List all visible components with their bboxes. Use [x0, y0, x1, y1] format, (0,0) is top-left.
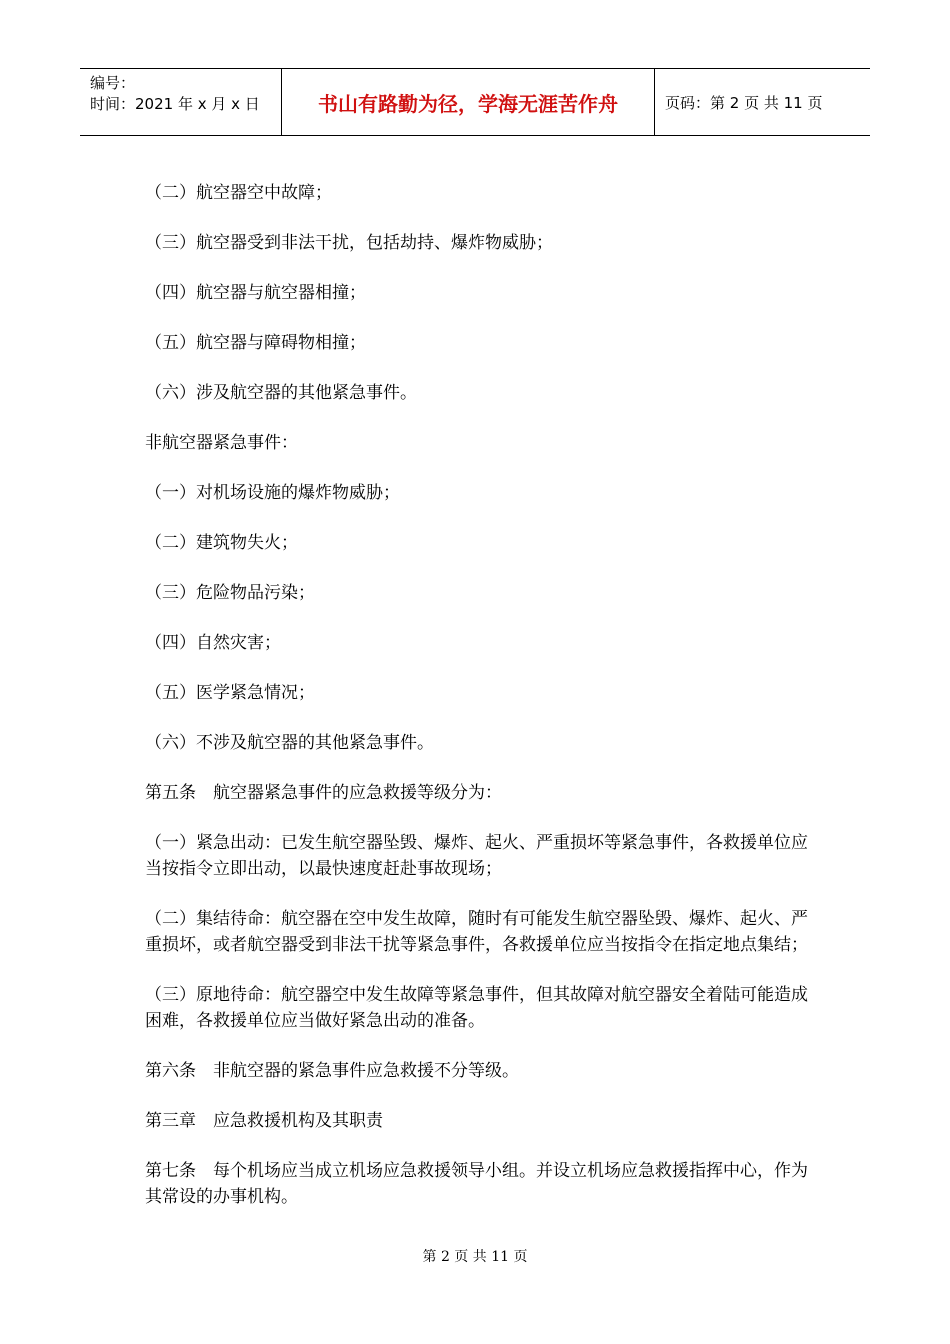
paragraph: （五）医学紧急情况；	[145, 683, 315, 703]
article-paragraph: 第七条 每个机场应当成立机场应急救援领导小组。并设立机场应急救援指挥中心，作为其常设的办事机构。	[145, 1161, 808, 1207]
article-paragraph: 第六条 非航空器的紧急事件应急救援不分等级。	[145, 1061, 519, 1081]
section-heading: 非航空器紧急事件：	[145, 433, 298, 453]
article-paragraph: 第五条 航空器紧急事件的应急救援等级分为：	[145, 783, 502, 803]
paragraph: （三）原地待命：航空器空中发生故障等紧急事件，但其故障对航空器安全着陆可能造成困难，各救援单位应当做好紧急出动的准备。	[145, 985, 808, 1031]
paragraph: （二）集结待命：航空器在空中发生故障，随时有可能发生航空器坠毁、爆炸、起火、严重损坏，或者航空器受到非法干扰等紧急事件，各救援单位应当按指令在指定地点集结；	[145, 909, 808, 955]
paragraph: （五）航空器与障碍物相撞；	[145, 333, 366, 353]
paragraph: （三）危险物品污染；	[145, 583, 315, 603]
time-label: 时间：2021 年 x 月 x 日	[90, 95, 260, 113]
header-motto: 书山有路勤为径，学海无涯苦作舟	[282, 69, 655, 135]
page-header	[80, 68, 870, 136]
number-label: 编号：	[90, 74, 136, 92]
chapter-heading: 第三章 应急救援机构及其职责	[145, 1111, 383, 1131]
paragraph: （四）航空器与航空器相撞；	[145, 283, 366, 303]
document-body	[145, 180, 810, 1210]
paragraph: （二）建筑物失火；	[145, 533, 298, 553]
paragraph: （六）不涉及航空器的其他紧急事件。	[145, 733, 434, 753]
paragraph: （二）航空器空中故障；	[145, 183, 332, 203]
header-meta	[80, 69, 282, 135]
header-page-info: 页码：第 2 页 共 11 页	[665, 93, 823, 112]
paragraph: （四）自然灾害；	[145, 633, 281, 653]
paragraph: （三）航空器受到非法干扰，包括劫持、爆炸物威胁；	[145, 233, 553, 253]
paragraph: （六）涉及航空器的其他紧急事件。	[145, 383, 417, 403]
paragraph: （一）对机场设施的爆炸物威胁；	[145, 483, 400, 503]
paragraph: （一）紧急出动：已发生航空器坠毁、爆炸、起火、严重损坏等紧急事件，各救援单位应当按指令立即出动，以最快速度赶赴事故现场；	[145, 833, 808, 879]
page-footer: 第 2 页 共 11 页	[422, 1249, 528, 1265]
